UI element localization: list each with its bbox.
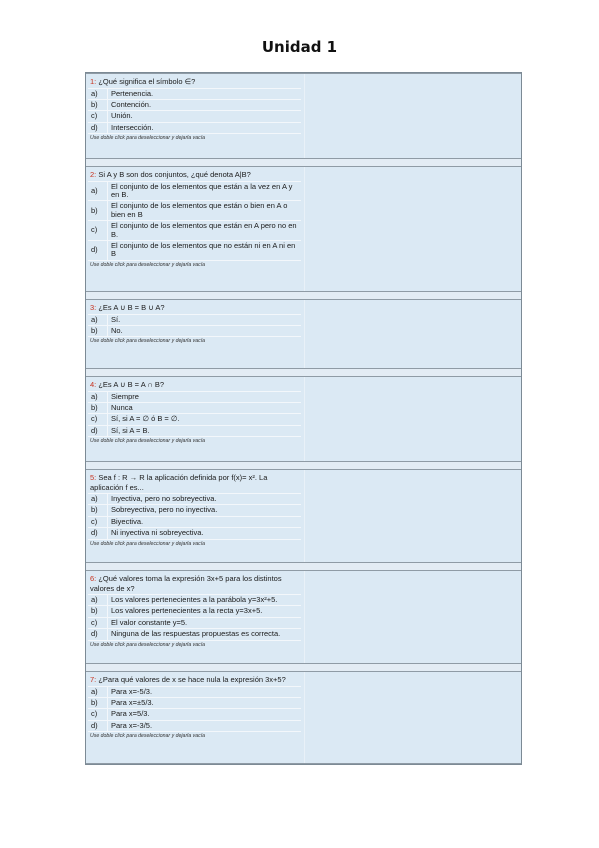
- question-block-5: [86, 469, 521, 563]
- answer-option-b[interactable]: b) Sobreyectiva, pero no inyectiva.: [88, 505, 301, 516]
- question-text: 2: Si A y B son dos conjuntos, ¿qué denota A|B?: [88, 169, 301, 182]
- answer-option-c[interactable]: c) Para x=5/3.: [88, 709, 301, 720]
- answer-option-c[interactable]: c) Biyectiva.: [88, 517, 301, 528]
- question-text: 4: ¿Es A ∪ B = A ∩ B?: [88, 379, 301, 392]
- quiz-container: [85, 72, 522, 765]
- deselect-hint: Use doble click para deseleccionar y dejarla vacía: [90, 540, 206, 547]
- answer-option-d[interactable]: d) El conjunto de los elementos que no están ni en A ni en B: [88, 241, 301, 261]
- answer-option-b[interactable]: b) No.: [88, 326, 301, 337]
- answer-option-a[interactable]: a) Los valores pertenecientes a la parábola y=3x²+5.: [88, 595, 301, 606]
- answer-option-c[interactable]: c) El valor constante y=5.: [88, 618, 301, 629]
- answer-option-a[interactable]: a) Pertenencia.: [88, 89, 301, 100]
- answer-option-a[interactable]: a) Para x=-5/3.: [88, 687, 301, 698]
- answer-option-b[interactable]: b) Los valores pertenecientes a la recta y=3x+5.: [88, 606, 301, 617]
- question-text: 1: ¿Qué significa el símbolo ∈?: [88, 76, 301, 89]
- question-block-3: [86, 299, 521, 369]
- question-text: 5: Sea f : R → R la aplicación definida por f(x)= x². La aplicación f es...: [88, 472, 301, 494]
- answer-option-d[interactable]: d) Para x=-3/5.: [88, 721, 301, 732]
- answer-option-d[interactable]: d) Ninguna de las respuestas propuestas es correcta.: [88, 629, 301, 640]
- answer-option-d[interactable]: d) Ni inyectiva ni sobreyectiva.: [88, 528, 301, 539]
- answer-option-c[interactable]: c) Sí, si A = ∅ ó B = ∅.: [88, 414, 301, 425]
- answer-option-b[interactable]: b) El conjunto de los elementos que están o bien en A o bien en B: [88, 201, 301, 221]
- deselect-hint: Use doble click para deseleccionar y dejarla vacía: [90, 135, 206, 142]
- deselect-hint: Use doble click para deseleccionar y dejarla vacía: [90, 338, 206, 345]
- deselect-hint: Use doble click para deseleccionar y dejarla vacía: [90, 733, 206, 740]
- question-text: 3: ¿Es A ∪ B = B ∪ A?: [88, 302, 301, 315]
- answer-option-b[interactable]: b) Para x=±5/3.: [88, 698, 301, 709]
- deselect-hint: Use doble click para deseleccionar y dejarla vacía: [90, 438, 206, 445]
- answer-option-b[interactable]: b) Nunca: [88, 403, 301, 414]
- answer-option-a[interactable]: a) Siempre: [88, 392, 301, 403]
- question-block-2: [86, 166, 521, 292]
- question-text: 7: ¿Para qué valores de x se hace nula la expresión 3x+5?: [88, 674, 301, 687]
- answer-option-a[interactable]: a) El conjunto de los elementos que están a la vez en A y en B.: [88, 182, 301, 202]
- answer-option-a[interactable]: a) Inyectiva, pero no sobreyectiva.: [88, 494, 301, 505]
- question-block-6: [86, 570, 521, 664]
- answer-option-d[interactable]: d) Intersección.: [88, 123, 301, 134]
- question-block-7: [86, 671, 521, 764]
- question-block-1: [86, 73, 521, 159]
- answer-option-c[interactable]: c) El conjunto de los elementos que están en A pero no en B.: [88, 221, 301, 241]
- question-block-4: [86, 376, 521, 462]
- page-title: Unidad 1: [261, 38, 338, 56]
- question-text: 6: ¿Qué valores toma la expresión 3x+5 para los distintos valores de x?: [88, 573, 301, 595]
- answer-option-c[interactable]: c) Unión.: [88, 111, 301, 122]
- answer-option-b[interactable]: b) Contención.: [88, 100, 301, 111]
- deselect-hint: Use doble click para deseleccionar y dejarla vacía: [90, 261, 206, 268]
- answer-option-d[interactable]: d) Sí, si A = B.: [88, 426, 301, 437]
- deselect-hint: Use doble click para deseleccionar y dejarla vacía: [90, 641, 206, 648]
- answer-option-a[interactable]: a) Sí.: [88, 315, 301, 326]
